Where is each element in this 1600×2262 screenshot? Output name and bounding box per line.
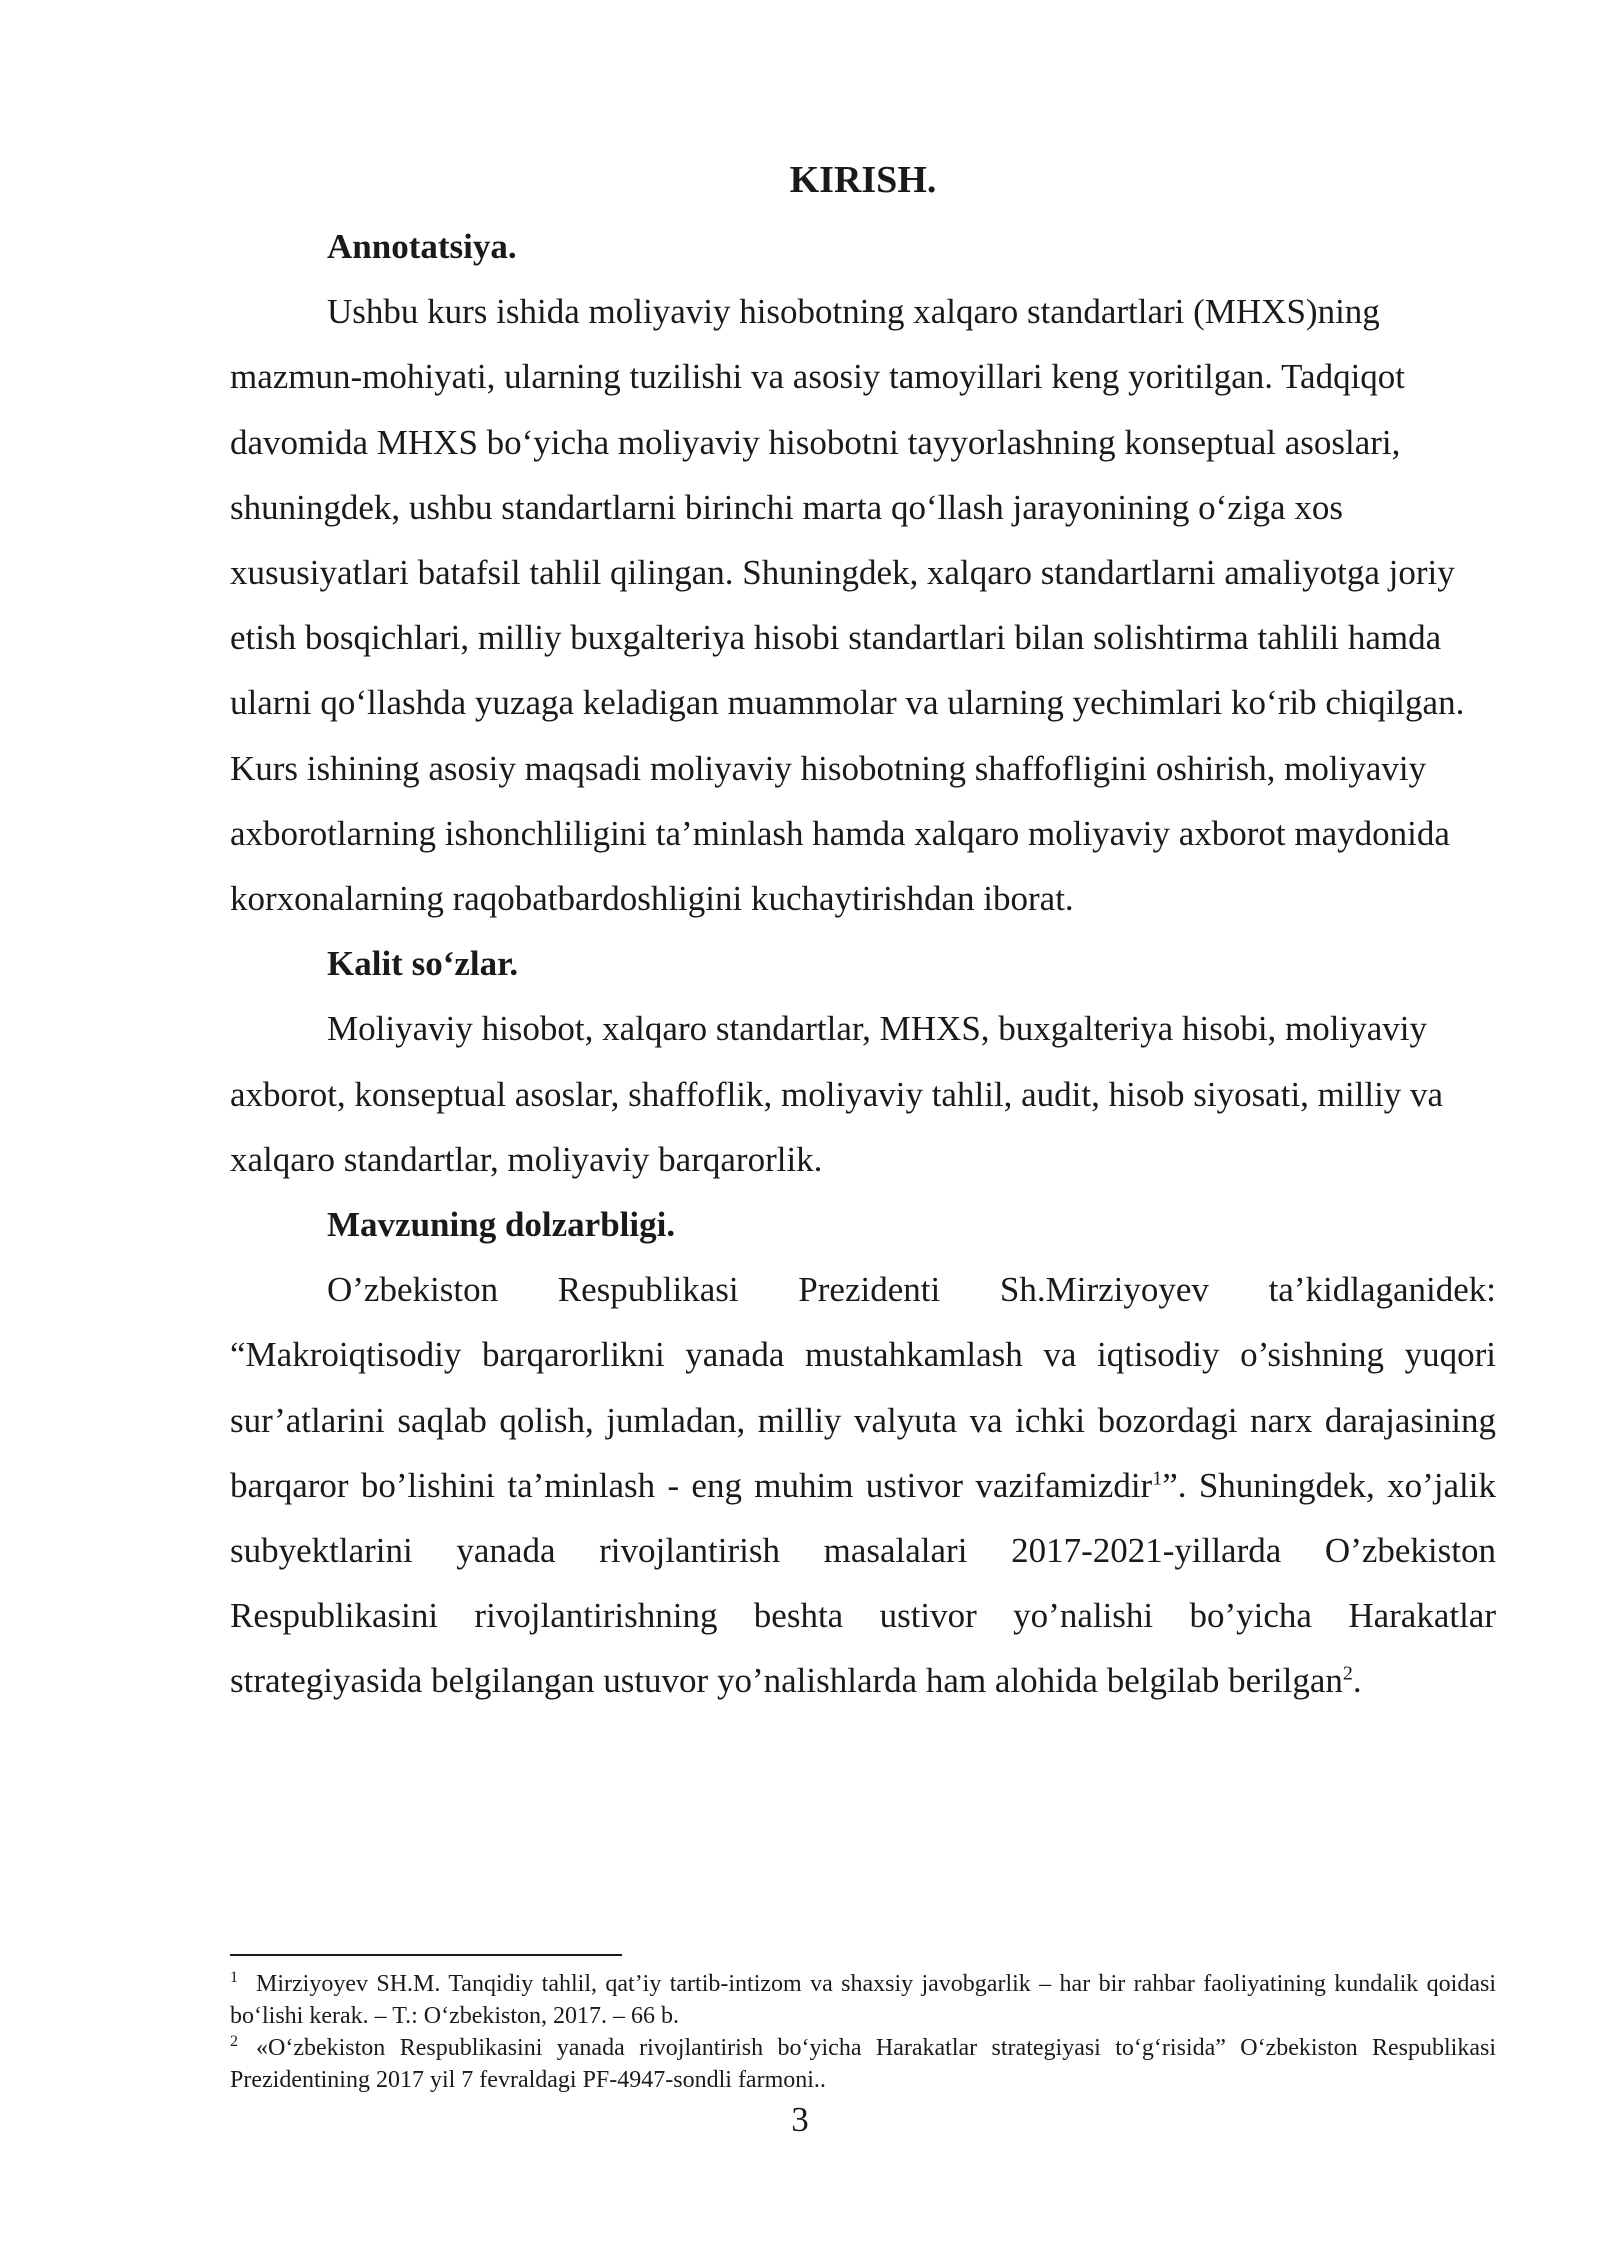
relevance-text-part3: . — [1352, 1661, 1362, 1701]
page-number: 3 — [791, 2100, 809, 2139]
main-text — [230, 150, 1496, 1714]
footnote-1 — [230, 1968, 1496, 2032]
footnote-text: Mirziyoyev SH.M. Tanqidiy tahlil, qat’iy tartib-intizom va shaxsiy javobgarlik – har bir rahbar faoliyatining kundalik qoidasi bo‘lishi kerak. – T.: O‘zbekiston, 2017. – 66 b. — [230, 1971, 1496, 2029]
relevance-paragraph — [230, 1257, 1496, 1713]
relevance-text-part1: O’zbekiston Respublikasi Prezidenti Sh.Mirziyoyev ta’kidlaganidek: “Makroiqtisodiy barqarorlikni yanada mustahkamlash va iqtisodiy o’sishning yuqori sur’atlarini saqlab qolish, jumladan, milliy valyuta va ichki bozordagi narx darajasining barqaror bo’lishini ta’minlash - eng muhim ustivor vazifamizdir — [230, 1270, 1496, 1505]
keywords-paragraph: Moliyaviy hisobot, xalqaro standartlar, MHXS, buxgalteriya hisobi, moliyaviy axborot, konseptual asoslar, shaffoflik, moliyaviy tahlil, audit, hisob siyosati, milliy va xalqaro standartlar, moliyaviy barqarorlik. — [230, 1009, 1444, 1179]
footnote-divider — [230, 1954, 622, 1956]
footnote-number: 2 — [230, 2033, 238, 2050]
footnote-number: 1 — [230, 1969, 238, 1986]
footnote-text: «O‘zbekiston Respublikasini yanada rivojlantirish bo‘yicha Harakatlar strategiyasi to‘g‘risida” O‘zbekiston Respublikasi Prezidentining 2017 yil 7 fevraldagi PF-4947-sondli farmoni.. — [230, 2035, 1496, 2093]
annotation-heading: Annotatsiya. — [327, 227, 517, 266]
section-title: KIRISH. — [789, 159, 937, 201]
footnotes — [230, 1968, 1496, 2096]
footnote-ref-2[interactable]: 2 — [1342, 1662, 1353, 1685]
relevance-text-part2: ”. Shuningdek, xo’jalik subyektlarini yanada rivojlantirish masalalari 2017-2021-yillarda O’zbekiston Respublikasini rivojlantirishning beshta ustivor yo’nalishi bo’yicha Harakatlar strategiyasida belgilangan ustuvor yo’nalishlarda ham alohida belgilab berilgan — [230, 1465, 1496, 1701]
relevance-heading: Mavzuning dolzarbligi. — [327, 1205, 676, 1245]
annotation-paragraph: Ushbu kurs ishida moliyaviy hisobotning xalqaro standartlari (MHXS)ning mazmun-mohiyati, ularning tuzilishi va asosiy tamoyillari keng yoritilgan. Tadqiqot davomida MHXS bo‘yicha moliyaviy hisobotni tayyorlashning konseptual asoslari, shuningdek, ushbu standartlarni birinchi marta qo‘llash jarayonining o‘ziga xos xususiyatlari batafsil tahlil qilingan. Shuningdek, xalqaro standartlarni amaliyotga joriy etish bosqichlari, milliy buxgalteriya hisobi standartlari bilan solishtirma tahlili hamda ularni qo‘llashda yuzaga keladigan muammolar va ularning yechimlari ko‘rib chiqilgan. Kurs ishining asosiy maqsadi moliyaviy hisobotning shaffofligini oshirish, moliyaviy axborotlarning ishonchliligini ta’minlash hamda xalqaro moliyaviy axborot maydonida korxonalarning raqobatbardoshligini kuchaytirishdan iborat. — [230, 292, 1465, 919]
footnote-2 — [230, 2032, 1496, 2096]
keywords-heading: Kalit so‘zlar. — [327, 944, 519, 984]
footnote-ref-1[interactable]: 1 — [1152, 1467, 1163, 1490]
